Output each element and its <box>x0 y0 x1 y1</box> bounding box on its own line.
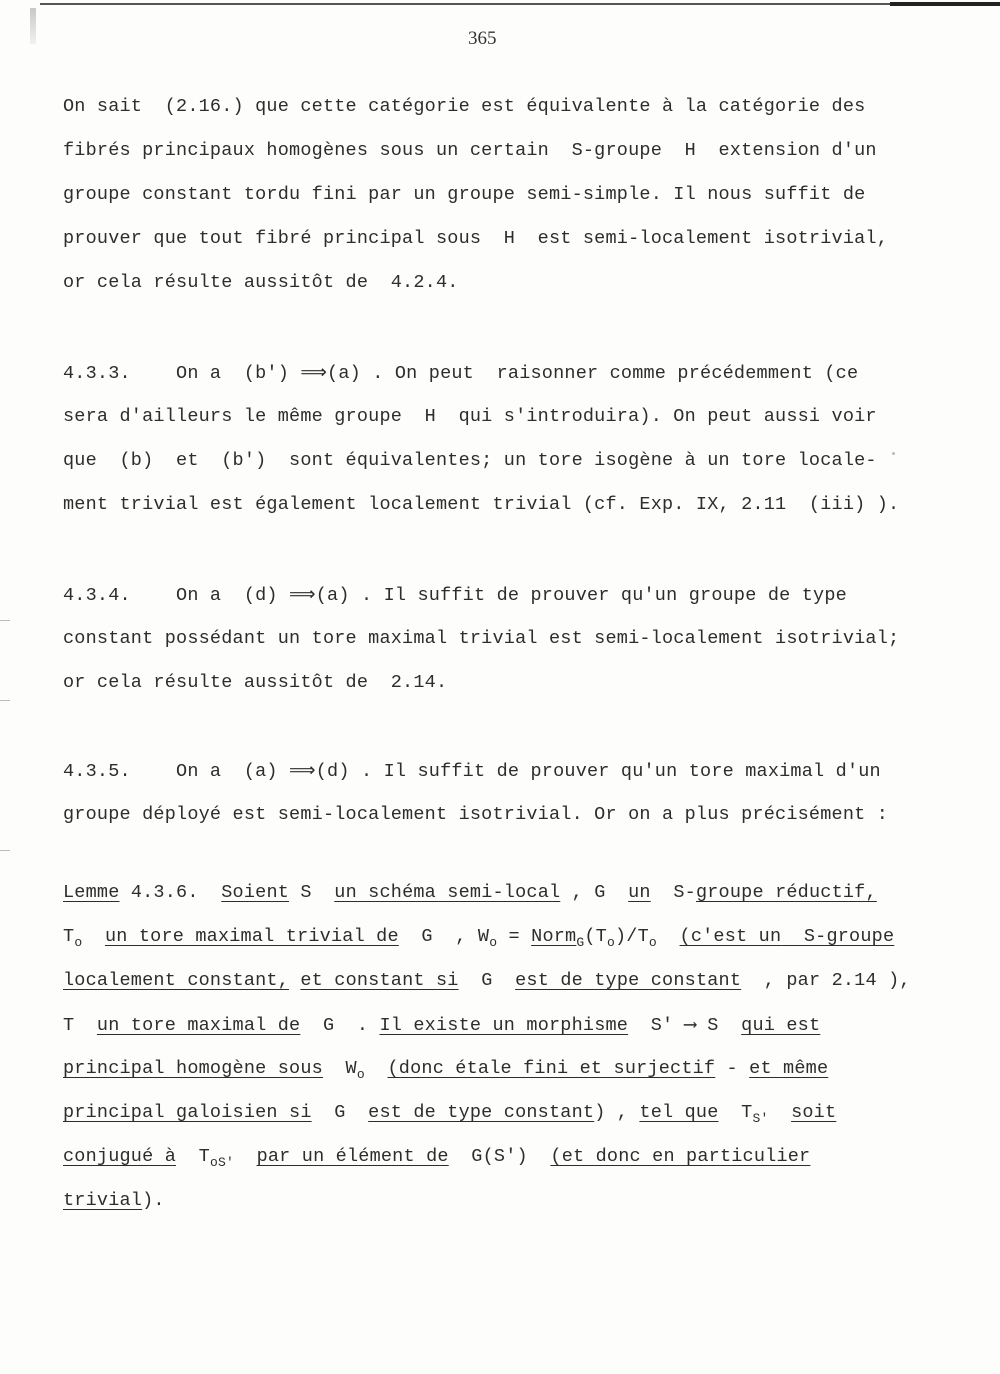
lemma-tore-maximal-trivial: un tore maximal trivial de <box>104 926 399 947</box>
lemma-subscript: o <box>606 935 615 950</box>
lemma-text: ) , <box>594 1102 640 1123</box>
lemma-localement-constant: localement constant, <box>63 970 290 991</box>
lemma-text: G <box>311 1102 369 1123</box>
lemma-text: S <box>289 882 335 903</box>
section434-line2: constant possédant un tore maximal trivial est semi-localement isotrivial; <box>63 628 900 649</box>
lemma-subscript: o <box>648 935 657 950</box>
lemma-tel-que: tel que <box>639 1102 719 1123</box>
paragraph1-line1: On sait (2.16.) que cette catégorie est équivalente à la catégorie des <box>63 96 866 117</box>
lemma-soit: soit <box>791 1102 837 1123</box>
lemma-donc-particulier: (et donc en particulier <box>550 1146 811 1167</box>
lemma-text: - <box>715 1058 750 1079</box>
lemma-tore-maximal-de: un tore maximal de <box>96 1015 301 1036</box>
lemma-soient: Soient <box>221 882 290 903</box>
top-rule-dark <box>890 2 1000 6</box>
lemma-line1 <box>63 882 877 903</box>
lemma-constant-si: et constant si <box>300 970 459 991</box>
lemma-text: (T <box>584 926 607 947</box>
lemma-et-meme: et même <box>749 1058 829 1079</box>
lemma-subscript: o <box>74 935 83 950</box>
lemma-par-element: par un élément de <box>256 1146 449 1167</box>
lemma-symbol: T <box>63 1015 97 1036</box>
lemma-cest-un: (c'est un <box>679 926 782 947</box>
section435-line1: 4.3.5. On a (a) ⟹(d) . Il suffit de prouver qu'un tore maximal d'un <box>63 761 881 782</box>
section433-line1: 4.3.3. On a (b') ⟹(a) . On peut raisonner comme précédemment (ce <box>63 363 859 384</box>
lemma-type-constant-2: est de type constant <box>368 1102 595 1123</box>
section435-line2: groupe déployé est semi-localement isotrivial. Or on a plus précisément : <box>63 804 889 825</box>
lemma-text: S' ⟶ S <box>628 1015 742 1036</box>
section434-line1: 4.3.4. On a (d) ⟹(a) . Il suffit de prouver qu'un groupe de type <box>63 585 847 606</box>
lemma-text: )/T <box>615 926 649 947</box>
margin-tick <box>0 850 10 851</box>
lemma-text: = <box>497 926 532 947</box>
lemma-trivial: trivial <box>63 1190 143 1211</box>
section433-line2: sera d'ailleurs le même groupe H qui s'introduira). On peut aussi voir <box>63 406 877 427</box>
lemma-subscript: o <box>356 1067 365 1082</box>
margin-tick <box>0 620 10 621</box>
lemma-symbol: T <box>718 1102 753 1123</box>
lemma-subscript: S' <box>752 1111 769 1126</box>
lemma-norm: Norm <box>531 926 577 947</box>
lemma-subscript: o <box>489 935 498 950</box>
lemma-text: G <box>458 970 516 991</box>
lemma-text: , G <box>560 882 629 903</box>
lemma-line2 <box>63 926 894 950</box>
paragraph1-line4: prouver que tout fibré principal sous H est semi-localement isotrivial, <box>63 228 889 249</box>
lemma-line8 <box>63 1190 165 1211</box>
lemma-number: 4.3.6. <box>119 882 222 903</box>
lemma-principal-galoisien: principal galoisien si <box>63 1102 312 1123</box>
lemma-text: , par <box>741 970 821 991</box>
section433-line4: ment trivial est également localement trivial (cf. Exp. IX, 2.11 (iii) ). <box>63 494 900 515</box>
lemma-text: S- <box>650 882 696 903</box>
lemma-line5 <box>63 1058 828 1082</box>
margin-tick <box>0 700 10 701</box>
lemma-type-constant: est de type constant <box>515 970 742 991</box>
lemma-line3 <box>63 970 911 991</box>
section433-line3: que (b) et (b') sont équivalentes; un tore isogène à un tore locale- <box>63 450 877 471</box>
lemma-qui-est: qui est <box>741 1015 821 1036</box>
lemma-principal-homogene: principal homogène sous <box>63 1058 323 1079</box>
lemma-symbol: W <box>322 1058 357 1079</box>
lemma-text: G , W <box>398 926 490 947</box>
lemma-existe-morphisme: Il existe un morphisme <box>379 1015 629 1036</box>
lemma-conjugue: conjugué à <box>63 1146 177 1167</box>
lemma-subscript: G <box>576 935 585 950</box>
page-number: 365 <box>468 28 497 49</box>
lemma-un: un <box>628 882 651 903</box>
top-rule <box>40 3 1000 5</box>
paragraph1-line5: or cela résulte aussitôt de 4.2.4. <box>63 272 459 293</box>
paragraph1-line2: fibrés principaux homogènes sous un certain S-groupe H extension d'un <box>63 140 877 161</box>
lemma-donc-etale: (donc étale fini et surjectif <box>387 1058 716 1079</box>
scan-speck <box>892 452 895 455</box>
lemma-line6 <box>63 1102 836 1126</box>
lemma-subscript: oS' <box>209 1155 234 1170</box>
lemma-groupe-reductif: groupe réductif, <box>695 882 877 903</box>
lemma-text: G . <box>300 1015 380 1036</box>
lemma-schema: un schéma semi-local <box>334 882 561 903</box>
section434-line3: or cela résulte aussitôt de 2.14. <box>63 672 448 693</box>
lemma-text: G(S') <box>448 1146 551 1167</box>
lemma-text: 2.14 ), <box>820 970 911 991</box>
paragraph1-line3: groupe constant tordu fini par un groupe semi-simple. Il nous suffit de <box>63 184 866 205</box>
lemma-text: ). <box>142 1190 165 1211</box>
corner-scan-mark <box>30 8 36 44</box>
lemma-line4 <box>63 1014 820 1036</box>
lemma-line7 <box>63 1146 810 1170</box>
lemma-label: Lemme <box>63 882 120 903</box>
lemma-symbol: T <box>176 1146 210 1167</box>
lemma-s-groupe: S-groupe <box>781 926 895 947</box>
lemma-symbol: T <box>63 926 75 947</box>
